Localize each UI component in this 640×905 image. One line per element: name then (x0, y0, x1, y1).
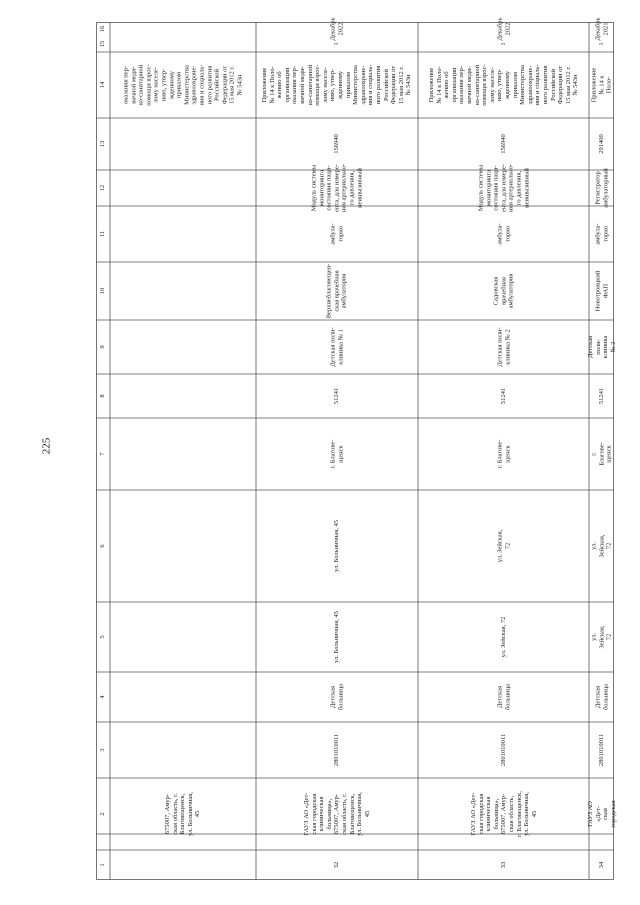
table-cell-r3-c16: Декабрь 2021 (593, 17, 609, 41)
table-cell-r3-c3: 2801010011 (597, 733, 605, 767)
table-cell-r3-c5: ул. Зейская, 72 (590, 625, 613, 649)
table-cell-r1-c2: ГАУЗ АО «Дет- ская городская клиническая больница», 675007, Амур- ская область, г. Благовещенск, ул. Больничная, 45 (302, 792, 371, 836)
table-cell-r3-c6: ул. Зейская, 72 (590, 534, 613, 558)
table-cell-r2-c7: г. Благове- щенск (495, 439, 511, 469)
column-number-12: 12 (99, 184, 107, 192)
table-cell-r0-c2: 675007, Амур- ская область, г. Благовещенск, ул. Больничная, 45 (164, 792, 202, 836)
table-cell-r2-c12: Модуль системы мониторинга состояния паци- ента, для измере- ния артериально- го давления, неинвазивный (476, 163, 530, 213)
column-number-6: 6 (99, 544, 107, 548)
table-cell-r1-c3: 2801010011 (333, 733, 341, 767)
table-cell-r1-c6: ул. Больничная, 45 (333, 520, 341, 572)
table-cell-r3-c7: г. Благове- щенск (590, 442, 613, 466)
table-cell-r3-c14: Приложение № 14 к Поло- (590, 67, 613, 103)
column-number-5: 5 (99, 635, 107, 639)
column-number-7: 7 (99, 452, 107, 456)
table-cell-r2-c16: Декабрь 2022 (495, 17, 511, 41)
table-cell-r3-c13: 291400 (597, 134, 605, 154)
table-cell-r2-c14: Приложение № 14 к Поло- жению об организации оказания пер- вичной меди- ко-санитарной помощи взрос- лому населе- нию, утвер- жденному приказом Министерства здравоохране- ния и социаль- ного развития Российской Федерации от 15 мая 2012 г. № 543н (427, 64, 579, 106)
table-cell-r2-c4: Детская больница (495, 684, 511, 710)
table-grid (96, 22, 617, 880)
table-cell-r3-num: 34 (597, 861, 605, 869)
column-number-3: 3 (99, 748, 107, 752)
column-number-11: 11 (99, 230, 107, 238)
table-cell-r1-c10: Верхнеблаговещен- ская врачебная амбулатория (325, 263, 348, 319)
table-cell-r2-c13: 156940 (499, 134, 507, 154)
table-cell-r3-c2: ГАУЗ АО «Дет- ская городская (586, 800, 617, 828)
table-cell-r2-c15: 1 (499, 42, 507, 46)
table-cell-r1-c7: г. Благове- щенск (329, 439, 344, 469)
column-number-13: 13 (99, 140, 107, 148)
table-cell-r2-c2: ГАУЗ АО «Дет- ская городская клиническая больница», 675007, Амур- ская область, г. Благовещенск, ул. Больничная, 45 (469, 791, 538, 837)
table-cell-r1-c9: Детская поли- клиника № 1 (329, 327, 344, 367)
table-cell-r1-c14: Приложение № 14 к Поло- жению об организации оказания пер- вичной меди- ко-санитарной помощи взрос- лому населе- нию, утвер- жденному приказом Министерства здравоохране- ния и социаль- ного развития Российской Федерации от 15 мая 2012 г. № 543н (261, 64, 413, 106)
table-cell-r1-c12: Модуль системы мониторинга состояния паци- ента, для измере- ния артериально- го давления, неинвазивный (310, 163, 363, 213)
column-number-16: 16 (99, 25, 107, 33)
table-cell-r2-c3: 2801010011 (499, 733, 507, 767)
table-cell-r2-c5: ул. Зейская, 72 (499, 616, 507, 658)
table-cell-r1-c5: ул. Больничная, 45 (333, 611, 341, 663)
column-number-4: 4 (99, 695, 107, 699)
equipment-table (96, 17, 617, 880)
column-number-2: 2 (99, 812, 107, 816)
table-cell-r3-c15: 1 (597, 42, 605, 46)
table-cell-r2-c8: 51241 (499, 387, 507, 405)
table-cell-r0-c14: оказания пер- вичной меди- ко-санитарной помощи взрос- лому населе- нию, утвер- жденному приказом Министерства здравоохране- ния и социаль- ного развития Российской Федерации от 15 мая 2012 г. № 543н (122, 64, 244, 106)
column-number-10: 10 (99, 287, 107, 295)
column-number-8: 8 (99, 394, 107, 398)
column-number-14: 14 (99, 81, 107, 89)
table-cell-r1-c15: 1 (333, 42, 341, 46)
column-number-15: 15 (99, 40, 107, 48)
table-cell-r3-c12: Регистратор амбулаторный (593, 168, 609, 208)
column-number-1: 1 (99, 863, 107, 867)
table-cell-r2-c9: Детская поли- клиника № 2 (495, 327, 511, 367)
table-cell-r2-num: 33 (499, 861, 507, 869)
table-cell-r3-c9: Детская поли- клиника № 2 (586, 335, 617, 359)
table-cell-r1-c11: амбула- торно (329, 223, 344, 245)
column-number-9: 9 (99, 345, 107, 349)
table-cell-r1-c8: 51241 (333, 387, 341, 405)
table-cell-r2-c10: Садовская врачебная амбулатория (492, 273, 515, 309)
table-cell-r3-c10: Новотроицкий ФАП (593, 270, 609, 312)
page-number: 225 (40, 437, 53, 455)
table-cell-r3-c8: 51241 (597, 387, 605, 405)
table-cell-r1-c13: 156940 (333, 134, 341, 154)
table-cell-r1-c4: Детская больница (329, 684, 344, 710)
table-cell-r3-c11: амбула- торно (593, 223, 609, 245)
table-cell-r3-c4: Детская больница (593, 684, 609, 710)
table-cell-r2-c6: ул. Зейская, 72 (495, 529, 511, 563)
table-cell-r1-num: 32 (333, 861, 341, 869)
table-cell-r1-c16: Декабрь 2022 (329, 17, 344, 41)
table-cell-r2-c11: амбула- торно (495, 223, 511, 245)
